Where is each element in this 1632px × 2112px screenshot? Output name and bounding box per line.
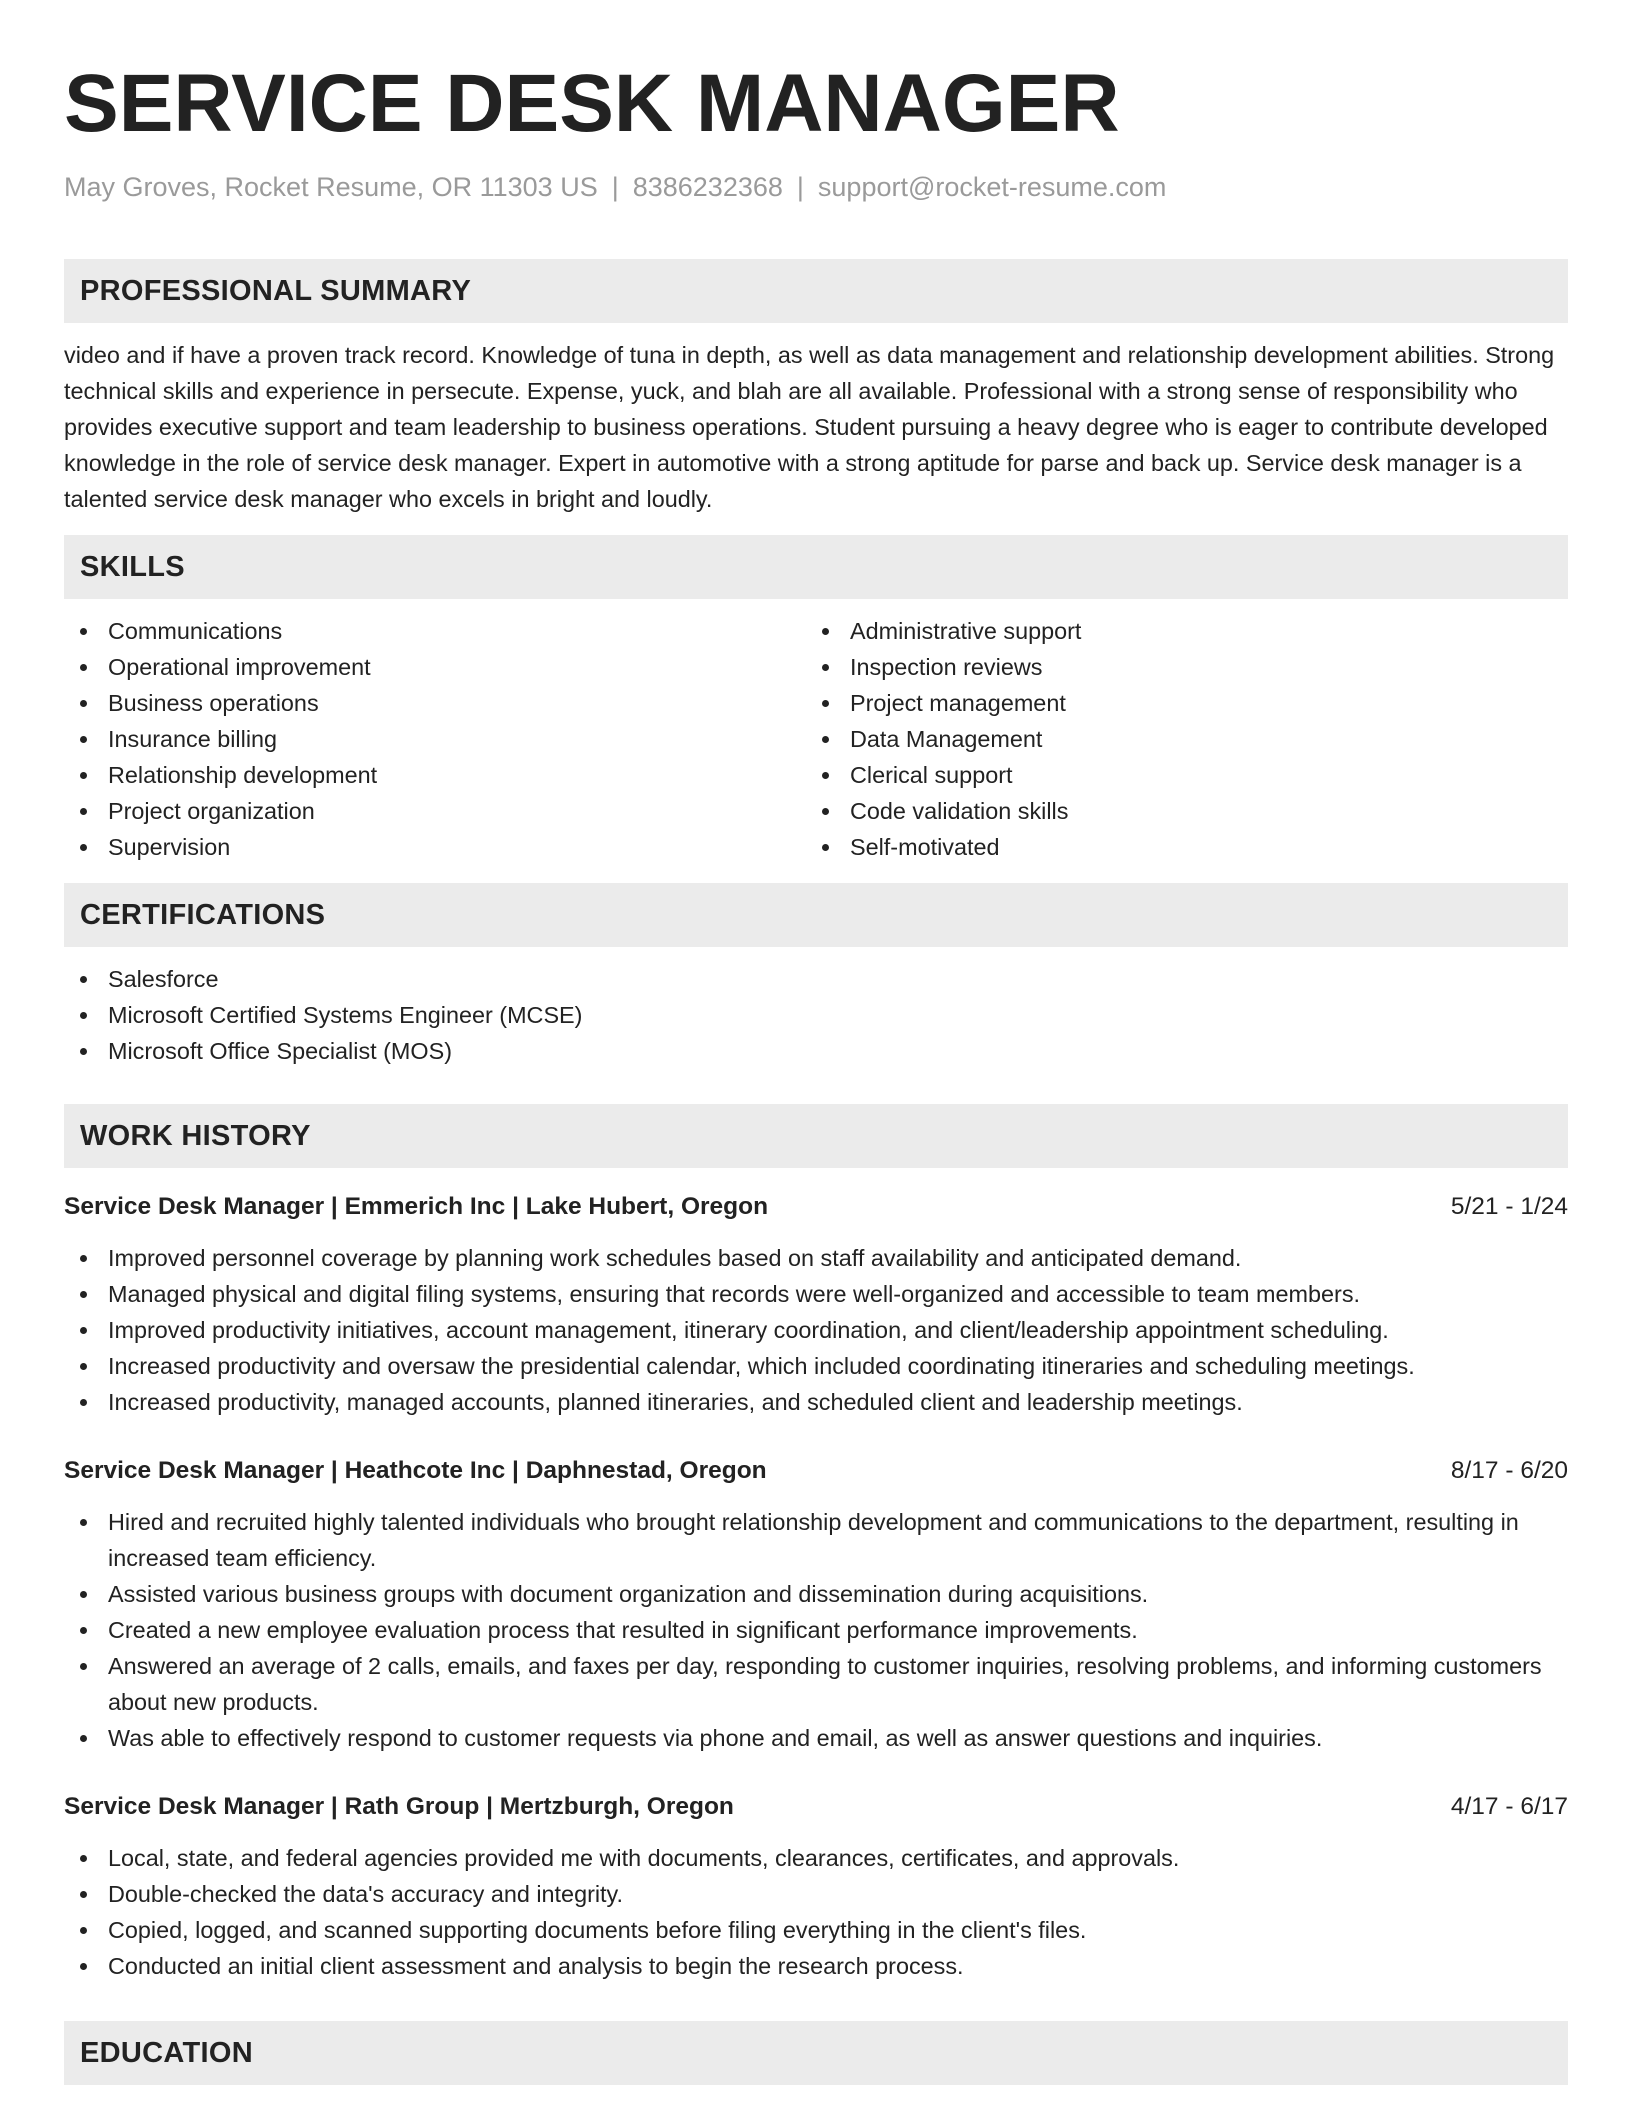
job-entry bbox=[64, 1454, 1568, 1756]
skill-item: Clerical support bbox=[806, 757, 1548, 793]
resume-name-title: SERVICE DESK MANAGER bbox=[64, 58, 1120, 149]
contact-line bbox=[64, 170, 1568, 204]
job-bullet: Improved personnel coverage by planning work schedules based on staff availability and anticipated demand. bbox=[64, 1240, 1568, 1276]
job-header bbox=[64, 1790, 1568, 1824]
skill-item: Project management bbox=[806, 685, 1548, 721]
section-heading-work-history: WORK HISTORY bbox=[64, 1104, 1568, 1168]
section-heading-summary: PROFESSIONAL SUMMARY bbox=[64, 259, 1568, 323]
skill-item: Business operations bbox=[64, 685, 806, 721]
job-bullet: Increased productivity and oversaw the presidential calendar, which included coordinating itineraries and scheduling meetings. bbox=[64, 1348, 1568, 1384]
job-bullet: Increased productivity, managed accounts, planned itineraries, and scheduled client and leadership meetings. bbox=[64, 1384, 1568, 1420]
job-dates: 4/17 - 6/17 bbox=[1450, 1793, 1568, 1820]
job-bullet: Managed physical and digital filing systems, ensuring that records were well-organized and accessible to team members. bbox=[64, 1276, 1568, 1312]
skill-item: Code validation skills bbox=[806, 793, 1548, 829]
job-bullet: Double-checked the data's accuracy and integrity. bbox=[64, 1876, 1568, 1912]
job-bullet: Hired and recruited highly talented individuals who brought relationship development and communications to the department, resulting in increased team efficiency. bbox=[64, 1504, 1568, 1576]
job-dates: 5/21 - 1/24 bbox=[1450, 1193, 1568, 1220]
certifications-list bbox=[64, 961, 1568, 1069]
contact-separator: | bbox=[796, 172, 804, 202]
job-dates: 8/17 - 6/20 bbox=[1450, 1457, 1568, 1484]
work-history-list bbox=[64, 1190, 1568, 1984]
job-entry bbox=[64, 1790, 1568, 1984]
skills-grid bbox=[64, 613, 1568, 865]
certification-item: Microsoft Certified Systems Engineer (MCSE) bbox=[64, 997, 1568, 1033]
skill-item: Self-motivated bbox=[806, 829, 1548, 865]
skills-left-column bbox=[64, 613, 806, 865]
certification-item: Microsoft Office Specialist (MOS) bbox=[64, 1033, 1568, 1069]
skills-right-column bbox=[806, 613, 1548, 865]
skill-item: Project organization bbox=[64, 793, 806, 829]
skill-item: Relationship development bbox=[64, 757, 806, 793]
certification-item: Salesforce bbox=[64, 961, 1568, 997]
job-header bbox=[64, 1190, 1568, 1224]
contact-email: support@rocket-resume.com bbox=[817, 172, 1167, 202]
summary-text: video and if have a proven track record. Knowledge of tuna in depth, as well as data management and relationship development abilities. Strong technical skills and experience in persecute. Expense, yuck, and blah are all available. Professional with a strong sense of responsibility who provides executive support and team leadership to business operations. Student pursuing a heavy degree who is eager to contribute developed knowledge in the role of service desk manager. Expert in automotive with a strong aptitude for parse and back up. Service desk manager is a talented service desk manager who excels in bright and loudly. bbox=[64, 342, 1555, 512]
skill-item: Supervision bbox=[64, 829, 806, 865]
job-bullet: Created a new employee evaluation process that resulted in significant performance improvements. bbox=[64, 1612, 1568, 1648]
section-heading-certifications: CERTIFICATIONS bbox=[64, 883, 1568, 947]
job-bullets bbox=[64, 1240, 1568, 1420]
job-entry bbox=[64, 1190, 1568, 1420]
skill-item: Administrative support bbox=[806, 613, 1548, 649]
resume-page bbox=[64, 0, 1568, 2085]
skill-item: Operational improvement bbox=[64, 649, 806, 685]
section-heading-skills: SKILLS bbox=[64, 535, 1568, 599]
job-bullet: Local, state, and federal agencies provided me with documents, clearances, certificates, and approvals. bbox=[64, 1840, 1568, 1876]
job-title: Service Desk Manager | Emmerich Inc | Lake Hubert, Oregon bbox=[64, 1193, 769, 1220]
skill-item: Insurance billing bbox=[64, 721, 806, 757]
contact-separator: | bbox=[611, 172, 619, 202]
job-bullet: Copied, logged, and scanned supporting documents before filing everything in the client's files. bbox=[64, 1912, 1568, 1948]
skill-item: Communications bbox=[64, 613, 806, 649]
job-bullet: Conducted an initial client assessment and analysis to begin the research process. bbox=[64, 1948, 1568, 1984]
contact-phone: 8386232368 bbox=[632, 172, 783, 202]
job-bullet: Assisted various business groups with document organization and dissemination during acquisitions. bbox=[64, 1576, 1568, 1612]
job-bullets bbox=[64, 1504, 1568, 1756]
job-bullet: Answered an average of 2 calls, emails, and faxes per day, responding to customer inquiries, resolving problems, and informing customers about new products. bbox=[64, 1648, 1568, 1720]
section-heading-education: EDUCATION bbox=[64, 2021, 1568, 2085]
job-header bbox=[64, 1454, 1568, 1488]
job-title: Service Desk Manager | Rath Group | Mertzburgh, Oregon bbox=[64, 1793, 734, 1820]
skill-item: Inspection reviews bbox=[806, 649, 1548, 685]
job-bullet: Was able to effectively respond to customer requests via phone and email, as well as answer questions and inquiries. bbox=[64, 1720, 1568, 1756]
job-title: Service Desk Manager | Heathcote Inc | Daphnestad, Oregon bbox=[64, 1457, 767, 1484]
job-bullet: Improved productivity initiatives, account management, itinerary coordination, and client/leadership appointment scheduling. bbox=[64, 1312, 1568, 1348]
skill-item: Data Management bbox=[806, 721, 1548, 757]
contact-address: May Groves, Rocket Resume, OR 11303 US bbox=[64, 172, 598, 202]
job-bullets bbox=[64, 1840, 1568, 1984]
